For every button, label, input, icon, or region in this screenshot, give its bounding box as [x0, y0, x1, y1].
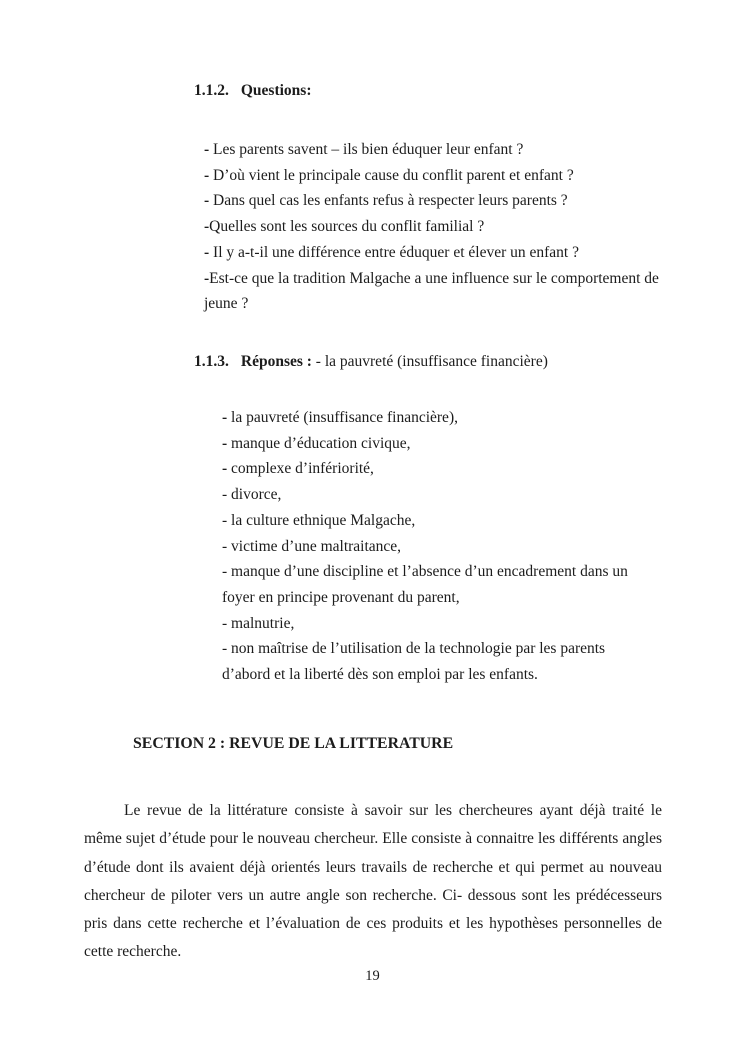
question-item — [204, 240, 659, 266]
section-2-heading: SECTION 2 : REVUE DE LA LITTERATURE — [133, 735, 454, 752]
question-item — [204, 188, 659, 214]
question-text: D’où vient le principale cause du conflit parent et enfant ? — [209, 166, 574, 184]
question-item — [204, 163, 659, 189]
reponse-item — [222, 405, 656, 431]
reponse-item — [222, 636, 656, 687]
list-dash: - — [204, 166, 210, 184]
heading-1-1-3 — [194, 353, 548, 371]
list-dash: - — [222, 460, 228, 478]
heading-intro-text: - la pauvreté (insuffisance financière) — [311, 353, 548, 370]
reponse-text: divorce, — [227, 486, 282, 504]
reponse-item — [222, 508, 656, 534]
heading-number: 1.1.3. — [194, 353, 229, 370]
question-text: Quelles sont les sources du conflit familial ? — [209, 218, 485, 236]
reponse-text: victime d’une maltraitance, — [227, 537, 402, 555]
heading-label: Questions: — [240, 82, 312, 99]
reponse-text: manque d’une discipline et l’absence d’un encadrement dans un foyer en principe provenant du parent, — [222, 563, 628, 606]
reponse-item — [222, 456, 656, 482]
heading-number: 1.1.2. — [194, 82, 229, 99]
literature-review-paragraph: Le revue de la littérature consiste à savoir sur les chercheures ayant déjà traité le même sujet d’étude pour le nouveau chercheur. Elle consiste à connaitre les différents angles d’étude dont ils avaient déjà orientés leurs travails de recherche et qui permet au nouveau chercheur de piloter vers un autre angle son recherche. Ci- dessous sont les prédécesseurs pris dans cette recherche et l’évaluation de ces produits et les hypothèses personnelles de cette recherche. — [84, 802, 662, 961]
reponse-item — [222, 431, 656, 457]
reponses-list — [222, 405, 656, 688]
question-text: Est-ce que la tradition Malgache a une influence sur le comportement de jeune ? — [204, 269, 659, 313]
reponse-text: non maîtrise de l’utilisation de la technologie par les parents d’abord et la liberté dès son emploi par les enfants. — [222, 640, 606, 684]
list-dash: - — [204, 141, 210, 158]
reponse-item — [222, 534, 656, 560]
reponse-item — [222, 559, 656, 610]
list-dash: - — [204, 269, 210, 287]
list-dash: - — [222, 486, 228, 504]
list-dash: - — [222, 511, 228, 529]
question-text: Il y a-t-il une différence entre éduquer et élever un enfant ? — [209, 243, 579, 261]
question-item — [204, 214, 659, 240]
questions-list — [204, 137, 659, 317]
heading-1-1-2 — [194, 82, 312, 100]
list-dash: - — [222, 563, 228, 581]
reponse-text: malnutrie, — [227, 614, 295, 632]
question-text: Dans quel cas les enfants refus à respecter leurs parents ? — [209, 192, 568, 210]
reponse-item — [222, 482, 656, 508]
reponse-text: complexe d’infériorité, — [227, 460, 374, 478]
reponse-text: manque d’éducation civique, — [227, 434, 411, 452]
heading-label: Réponses : — [240, 353, 312, 370]
list-dash: - — [222, 434, 228, 452]
list-dash: - — [222, 409, 228, 426]
question-item — [204, 266, 659, 317]
question-text: Les parents savent – ils bien éduquer leur enfant ? — [209, 141, 524, 158]
list-dash: - — [204, 192, 210, 210]
list-dash: - — [222, 614, 228, 632]
page-number: 19 — [365, 968, 380, 984]
list-dash: - — [222, 537, 228, 555]
list-dash: - — [222, 640, 228, 658]
reponse-item — [222, 611, 656, 637]
reponse-text: la culture ethnique Malgache, — [227, 511, 416, 529]
reponse-text: la pauvreté (insuffisance financière), — [227, 409, 458, 426]
question-item — [204, 137, 659, 163]
list-dash: - — [204, 243, 210, 261]
list-dash: - — [204, 218, 210, 236]
